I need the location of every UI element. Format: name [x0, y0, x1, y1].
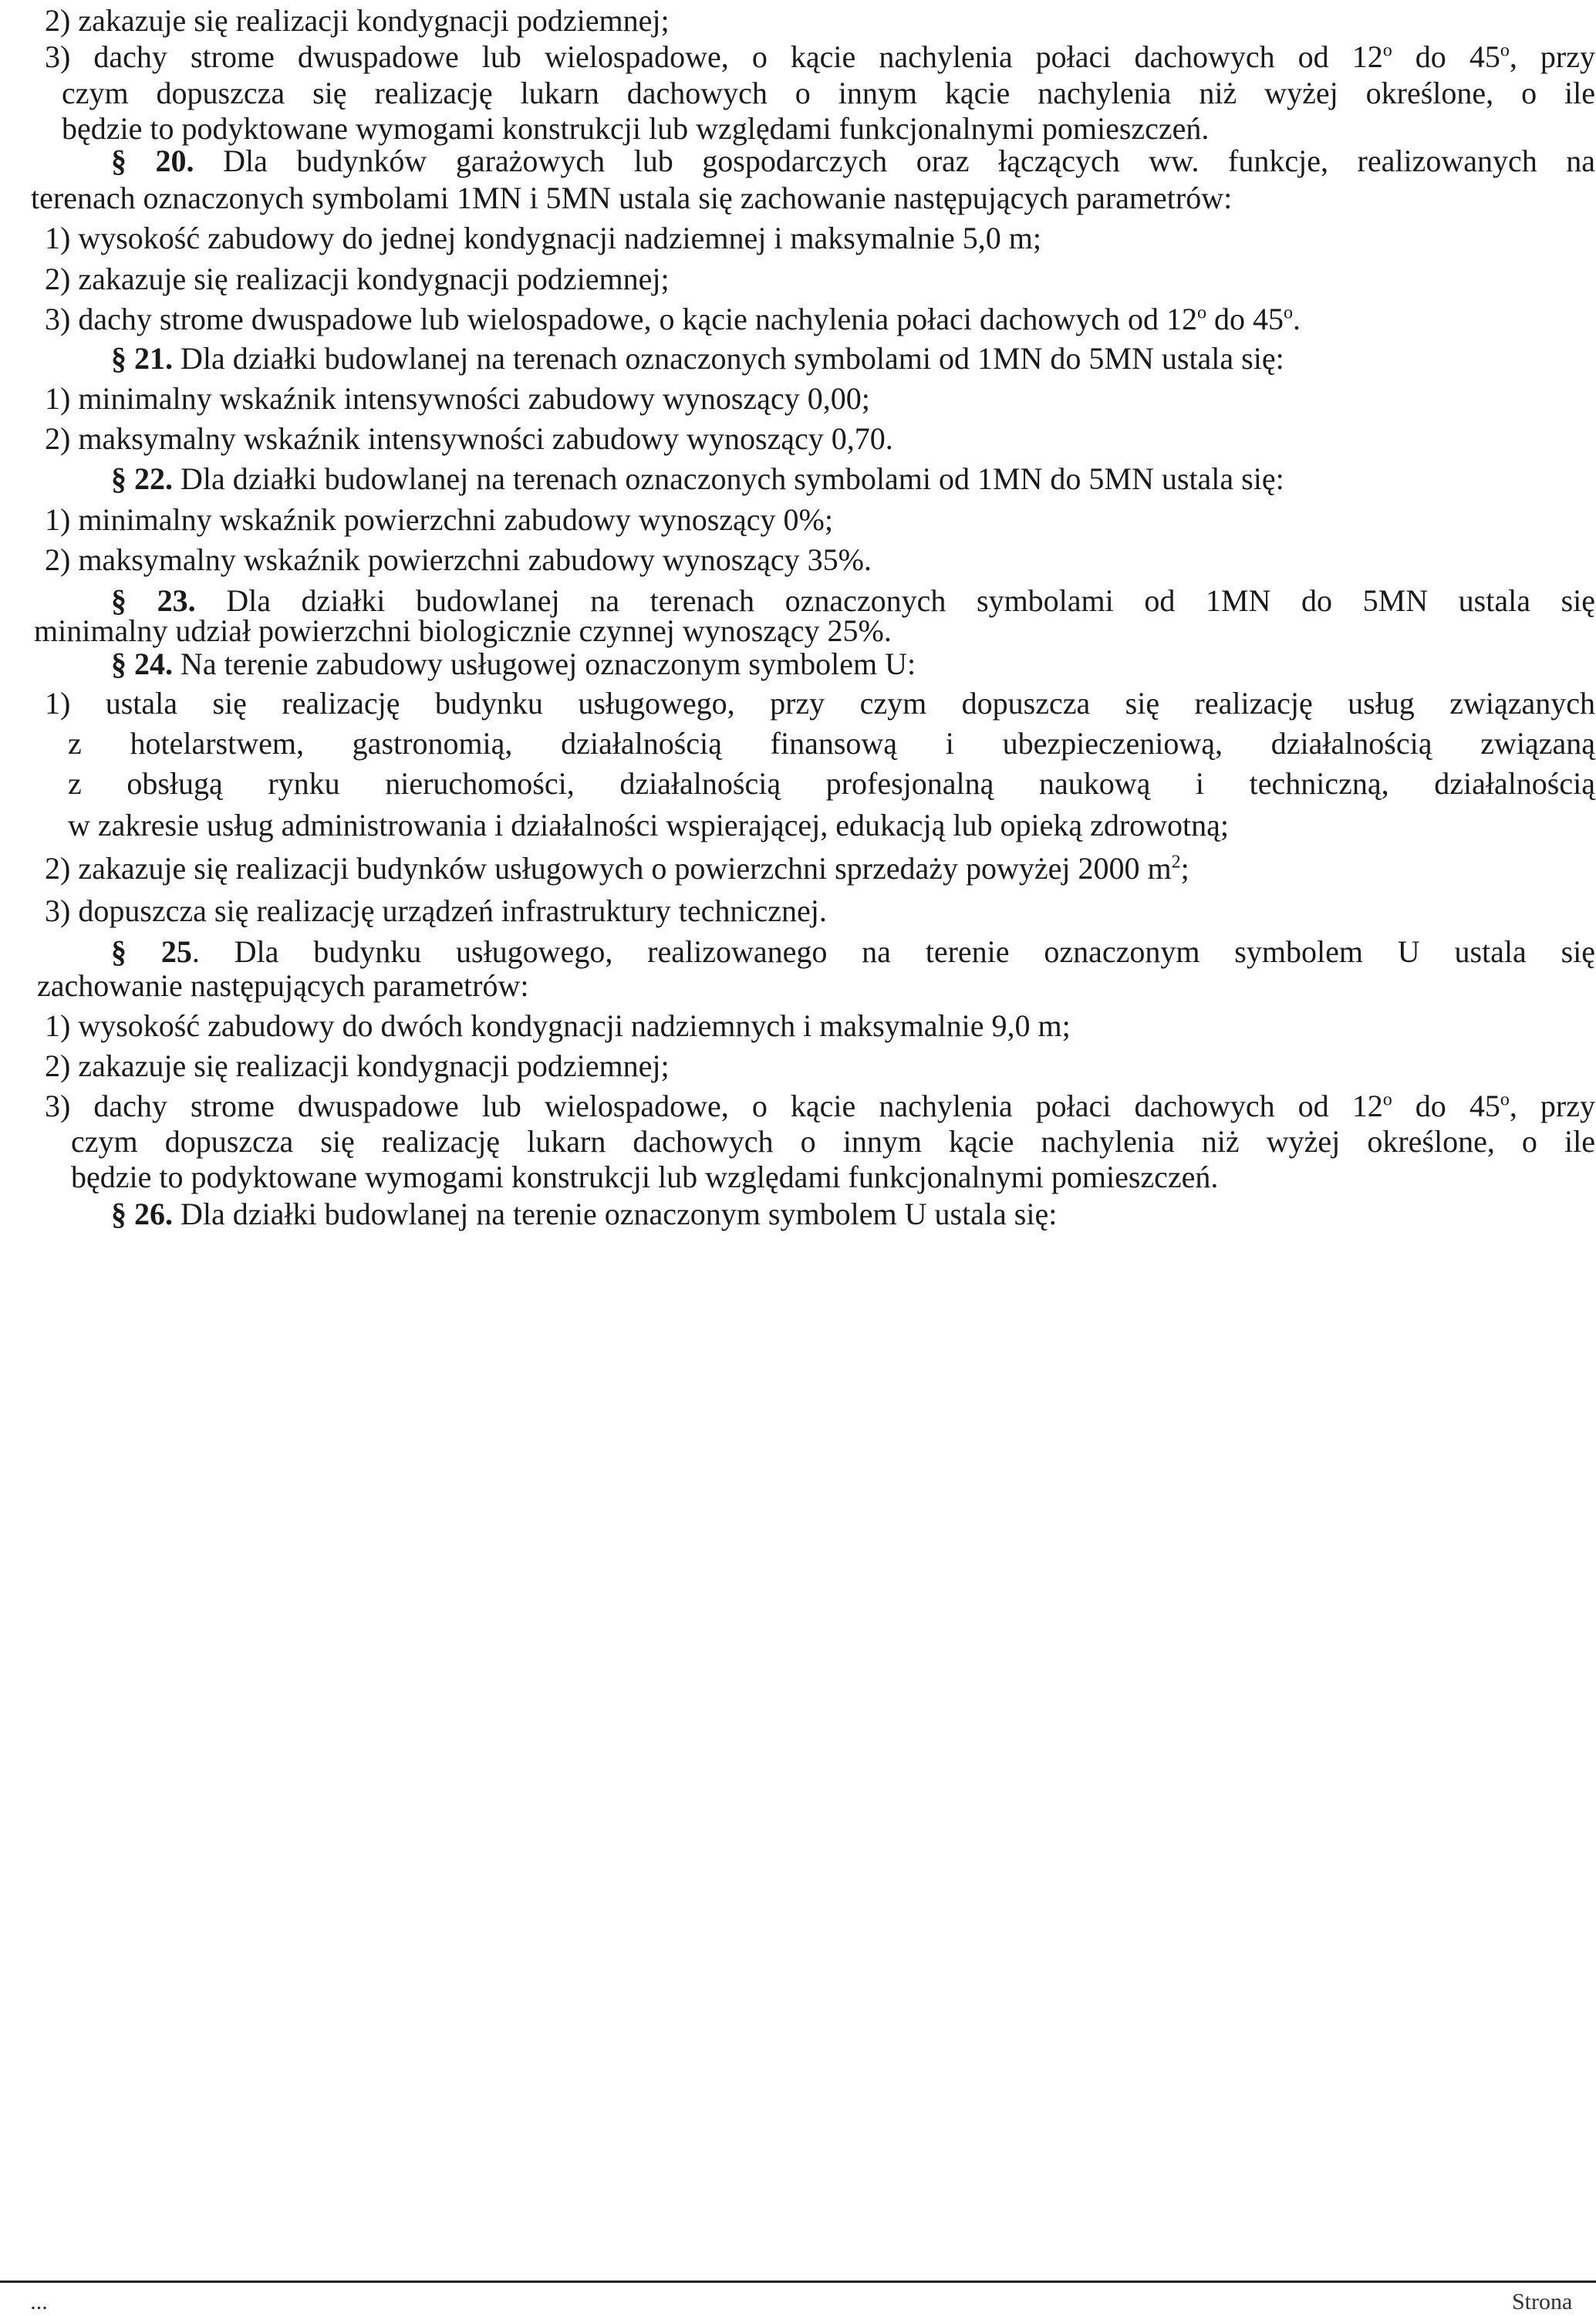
- paragraph-line: minimalny udział powierzchni biologicznie czynnej wynoszący 25%.: [34, 613, 892, 648]
- list-item: 2) zakazuje się realizacji budynków usługowych o powierzchni sprzedaży powyżej 2000 $m^2$;: [45, 851, 1189, 886]
- paragraph-line: w zakresie usług administrowania i działalności wspierającej, edukacją lub opieką zdrowotną;: [68, 808, 1230, 842]
- section-22-heading: § 22. Dla działki budowlanej na terenach oznaczonych symbolami od 1MN do 5MN ustala się:: [111, 461, 1284, 496]
- paragraph-line: czym dopuszcza się realizację lukarn dachowych o innym kącie nachylenia niż wyżej określone, o ile: [71, 1124, 1595, 1159]
- list-item: 1) minimalny wskaźnik powierzchni zabudowy wynoszący 0%;: [45, 502, 833, 537]
- list-item: 1) wysokość zabudowy do jednej kondygnacji nadziemnej i maksymalnie 5,0 m;: [45, 221, 1041, 255]
- list-item: 1) minimalny wskaźnik intensywności zabudowy wynoszący 0,00;: [45, 381, 870, 416]
- paragraph-line: będzie to podyktowane wymogami konstrukcji lub względami funkcjonalnymi pomieszczeń.: [62, 111, 1210, 146]
- paragraph-line: z hotelarstwem, gastronomią, działalnością finansową i ubezpieczeniową, działalnością związaną: [68, 726, 1595, 761]
- paragraph-line: 2) zakazuje się realizacji kondygnacji podziemnej;: [45, 3, 670, 38]
- paragraph-line: czym dopuszcza się realizację lukarn dachowych o innym kącie nachylenia niż wyżej określone, o ile: [62, 76, 1595, 110]
- footer-divider: [0, 2281, 1596, 2283]
- list-item: 1) wysokość zabudowy do dwóch kondygnacji nadziemnych i maksymalnie 9,0 m;: [45, 1008, 1071, 1043]
- list-item: 2) maksymalny wskaźnik intensywności zabudowy wynoszący 0,70.: [45, 421, 893, 456]
- paragraph-line: będzie to podyktowane wymogami konstrukcji lub względami funkcjonalnymi pomieszczeń.: [71, 1160, 1219, 1194]
- section-20-heading: § 20. Dla budynków garażowych lub gospodarczych oraz łączących ww. funkcje, realizowanych na: [111, 143, 1596, 178]
- paragraph-line: terenach oznaczonych symbolami 1MN i 5MN ustala się zachowanie następujących parametrów:: [31, 181, 1233, 215]
- list-item: 1) ustala się realizację budynku usługowego, przy czym dopuszcza się realizację usług związanych: [45, 686, 1595, 721]
- paragraph-line: z obsługą rynku nieruchomości, działalnością profesjonalną naukową i techniczną, działalnością: [68, 766, 1595, 801]
- list-item: 3) dachy strome dwuspadowe lub wielospadowe, o kącie nachylenia połaci dachowych od 12$^o$ do 45$^o$, przy: [45, 1089, 1595, 1123]
- list-item: 2) zakazuje się realizacji kondygnacji podziemnej;: [45, 262, 670, 296]
- footer-page-label: Strona: [1512, 2289, 1573, 2314]
- list-item: 3) dachy strome dwuspadowe lub wielospadowe, o kącie nachylenia połaci dachowych od 12$^o$ do 45$^o$.: [45, 302, 1301, 336]
- section-23-heading: § 23. Dla działki budowlanej na terenach oznaczonych symbolami od 1MN do 5MN ustala się: [111, 583, 1596, 618]
- footer-document-id: ...: [31, 2289, 49, 2314]
- list-item: 3) dopuszcza się realizację urządzeń infrastruktury technicznej.: [45, 893, 827, 928]
- section-24-heading: § 24. Na terenie zabudowy usługowej oznaczonym symbolem U:: [111, 647, 916, 681]
- paragraph-line: 3) dachy strome dwuspadowe lub wielospadowe, o kącie nachylenia połaci dachowych od 12$^o$ do 45$^o$, przy: [45, 39, 1595, 74]
- list-item: 2) maksymalny wskaźnik powierzchni zabudowy wynoszący 35%.: [45, 542, 872, 577]
- section-25-heading: § 25. Dla budynku usługowego, realizowanego na terenie oznaczonym symbolem U ustala się: [111, 934, 1595, 969]
- section-21-heading: § 21. Dla działki budowlanej na terenach oznaczonych symbolami od 1MN do 5MN ustala się:: [111, 341, 1284, 376]
- section-26-heading: § 26. Dla działki budowlanej na terenie oznaczonym symbolem U ustala się:: [111, 1197, 1058, 1231]
- paragraph-line: zachowanie następujących parametrów:: [37, 968, 529, 1003]
- list-item: 2) zakazuje się realizacji kondygnacji podziemnej;: [45, 1048, 670, 1083]
